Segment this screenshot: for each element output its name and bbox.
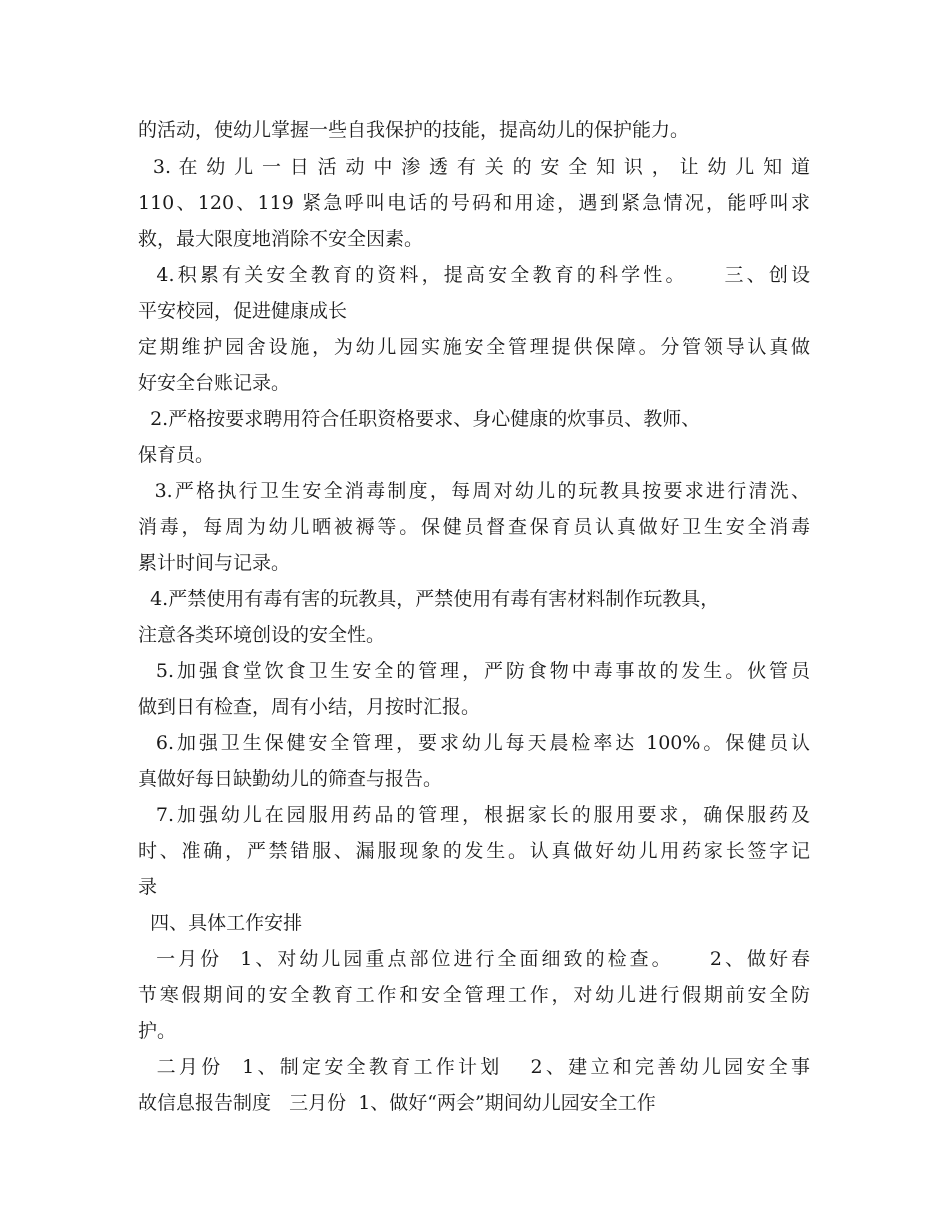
- text-line: 平安校园，促进健康成长: [138, 300, 348, 322]
- text-line: 好安全台账记录。: [138, 372, 291, 394]
- text-line: 4.积累有关安全教育的资料，提高安全教育的科学性。 三、创设: [138, 264, 810, 286]
- text-line: 累计时间与记录。: [138, 552, 291, 574]
- text-line: 真做好每日缺勤幼儿的筛查与报告。: [138, 768, 443, 790]
- text-line: 一月份 1、对幼儿园重点部位进行全面细致的检查。 2、做好春: [138, 948, 810, 970]
- text-line: 救，最大限度地消除不安全因素。: [138, 228, 424, 250]
- text-line: 7.加强幼儿在园服用药品的管理，根据家长的服用要求，确保服药及: [138, 804, 810, 826]
- text-line: 6.加强卫生保健安全管理，要求幼儿每天晨检率达 100%。保健员认: [138, 732, 810, 754]
- text-line: 保育员。: [138, 444, 215, 466]
- text-line: 节寒假期间的安全教育工作和安全管理工作，对幼儿进行假期前安全防: [138, 984, 810, 1006]
- text-line: 录: [138, 876, 158, 898]
- text-line: 时、准确，严禁错服、漏服现象的发生。认真做好幼儿用药家长签字记: [138, 840, 810, 862]
- text-line: 3. 在 幼 儿 一 日 活 动 中 渗 透 有 关 的 安 全 知 识 ， 让 幼 儿 知 道: [138, 156, 810, 178]
- text-line: 注意各类环境创设的安全性。: [138, 624, 386, 646]
- text-line: 做到日有检查，周有小结，月按时汇报。: [138, 696, 481, 718]
- text-line: 4.严禁使用有毒有害的玩教具，严禁使用有毒有害材料制作玩教具，: [138, 588, 720, 610]
- text-line: 的活动，使幼儿掌握一些自我保护的技能，提高幼儿的保护能力。: [138, 119, 690, 141]
- text-line: 四、具体工作安排: [138, 912, 303, 934]
- text-line: 二月份 1、制定安全教育工作计划 2、建立和完善幼儿园安全事: [138, 1056, 810, 1078]
- text-line: 定期维护园舍设施，为幼儿园实施安全管理提供保障。分管领导认真做: [138, 336, 810, 358]
- text-line: 故信息报告制度 三月份 1、做好“两会”期间幼儿园安全工作: [138, 1092, 656, 1114]
- text-line: 2.严格按要求聘用符合任职资格要求、身心健康的炊事员、教师、: [138, 408, 701, 430]
- text-line: 护。: [138, 1020, 177, 1042]
- text-line: 消毒，每周为幼儿晒被褥等。保健员督查保育员认真做好卫生安全消毒: [138, 516, 810, 538]
- text-line: 3.严格执行卫生安全消毒制度，每周对幼儿的玩教具按要求进行清洗、: [138, 480, 810, 502]
- text-line: 5.加强食堂饮食卫生安全的管理，严防食物中毒事故的发生。伙管员: [138, 660, 810, 682]
- text-line: 110、120、119 紧急呼叫电话的号码和用途，遇到紧急情况，能呼叫求: [138, 192, 810, 214]
